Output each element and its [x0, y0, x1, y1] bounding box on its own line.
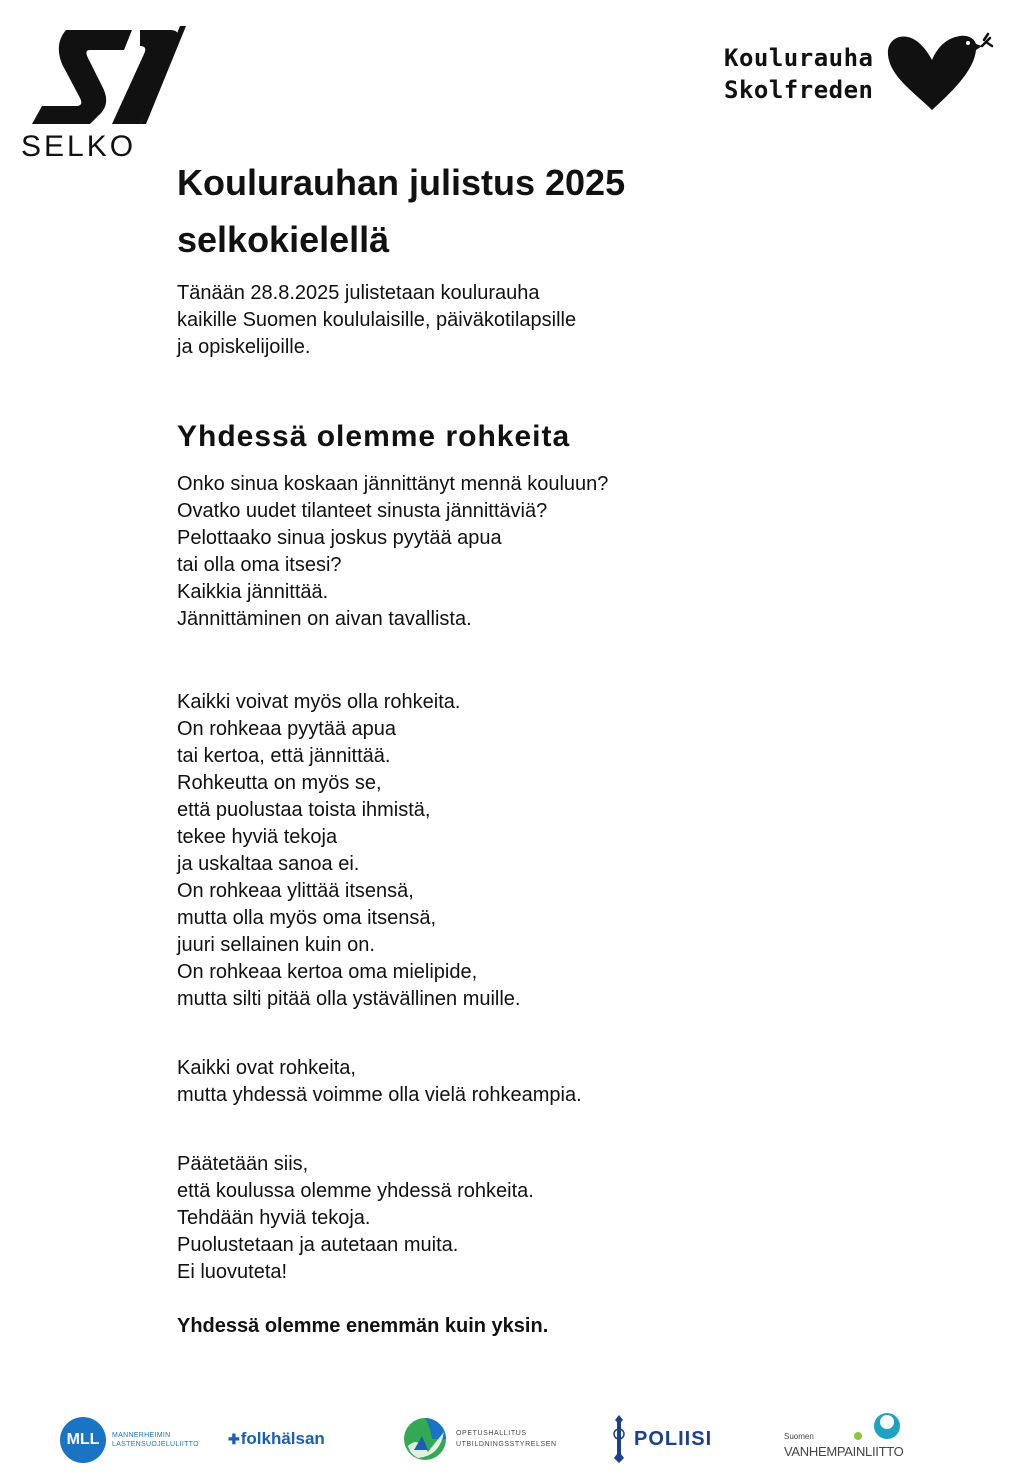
- heart-dove-icon: [884, 30, 996, 114]
- text-line: Kaikkia jännittää.: [177, 581, 329, 603]
- intro-line: Tänään 28.8.2025 julistetaan koulurauha: [177, 282, 540, 304]
- poliisi-logo: [610, 1414, 712, 1464]
- koulurauha-logo-line2: Skolfreden: [724, 76, 874, 104]
- paragraph-4: [177, 1151, 737, 1286]
- vanhempainliitto-logo-text: VANHEMPAINLIITTO: [784, 1444, 904, 1459]
- selko-logo-text: SELKO: [21, 130, 137, 163]
- text-line: tai olla oma itsesi?: [177, 554, 342, 576]
- text-line: Puolustetaan ja autetaan muita.: [177, 1234, 459, 1256]
- text-line: Ei luovuteta!: [177, 1261, 288, 1283]
- mll-logo-line1: MANNERHEIMIN: [112, 1432, 171, 1439]
- text-line: Tehdään hyviä tekoja.: [177, 1207, 371, 1229]
- intro-line: ja opiskelijoille.: [177, 336, 311, 358]
- opetushallitus-line2: UTBILDNINGSSTYRELSEN: [456, 1441, 557, 1448]
- text-line: Rohkeutta on myös se,: [177, 772, 382, 794]
- paragraph-3: [177, 1055, 737, 1109]
- text-line: Ovatko uudet tilanteet sinusta jännittäviä?: [177, 500, 548, 522]
- text-line: Kaikki ovat rohkeita,: [177, 1057, 356, 1079]
- text-line: että koulussa olemme yhdessä rohkeita.: [177, 1180, 534, 1202]
- text-line: tai kertoa, että jännittää.: [177, 745, 391, 767]
- text-line: Jännittäminen on aivan tavallista.: [177, 608, 472, 630]
- folkhalsan-logo-text: folkhälsan: [240, 1429, 325, 1448]
- text-line: mutta silti pitää olla ystävällinen muille.: [177, 988, 521, 1010]
- text-line: Onko sinua koskaan jännittänyt mennä kouluun?: [177, 473, 609, 495]
- folkhalsan-logo: [228, 1429, 325, 1449]
- text-line: että puolustaa toista ihmistä,: [177, 799, 431, 821]
- text-line: On rohkeaa ylittää itsensä,: [177, 880, 414, 902]
- vanhempainliitto-mark-icon: [854, 1412, 906, 1444]
- text-line: Kaikki voivat myös olla rohkeita.: [177, 691, 461, 713]
- mll-logo-text: [112, 1431, 199, 1449]
- opetushallitus-mark-icon: [402, 1416, 448, 1462]
- title-line-2: selkokielellä: [177, 219, 390, 260]
- title-line-1: Koulurauhan julistus 2025: [177, 162, 626, 203]
- mll-logo-mark: MLL: [60, 1417, 106, 1463]
- text-line: On rohkeaa kertoa oma mielipide,: [177, 961, 478, 983]
- poliisi-logo-text: POLIISI: [634, 1427, 713, 1450]
- page-title: [177, 154, 737, 268]
- text-line: mutta yhdessä voimme olla vielä rohkeampia.: [177, 1084, 582, 1106]
- intro-line: kaikille Suomen koululaisille, päiväkotilapsille: [177, 309, 577, 331]
- paragraph-2: [177, 689, 737, 1013]
- text-line: juuri sellainen kuin on.: [177, 934, 375, 956]
- closing-statement: Yhdessä olemme enemmän kuin yksin.: [177, 1315, 549, 1337]
- koulurauha-logo: [724, 30, 996, 116]
- partner-logos: [0, 1400, 1014, 1476]
- koulurauha-logo-line1: Koulurauha: [724, 44, 874, 72]
- mll-logo: [60, 1417, 199, 1463]
- mll-logo-line2: LASTENSUOJELULIITTO: [112, 1441, 199, 1448]
- text-line: Pelottaako sinua joskus pyytää apua: [177, 527, 502, 549]
- text-line: mutta olla myös oma itsensä,: [177, 907, 436, 929]
- text-line: On rohkeaa pyytää apua: [177, 718, 397, 740]
- selko-mark-icon: [32, 24, 188, 126]
- declaration-content: [177, 154, 737, 1340]
- section-heading: Yhdessä olemme rohkeita: [177, 420, 571, 453]
- vanhempainliitto-small-text: Suomen: [784, 1432, 814, 1441]
- opetushallitus-line1: OPETUSHALLITUS: [456, 1430, 527, 1437]
- poliisi-badge-icon: [610, 1414, 628, 1464]
- folkhalsan-cross-icon: ✚: [228, 1430, 240, 1447]
- paragraph-1: [177, 471, 737, 633]
- selko-logo: [18, 24, 188, 164]
- opetushallitus-logo-text: [456, 1428, 557, 1450]
- text-line: ja uskaltaa sanoa ei.: [177, 853, 360, 875]
- text-line: Päätetään siis,: [177, 1153, 309, 1175]
- text-line: tekee hyviä tekoja: [177, 826, 338, 848]
- intro-paragraph: [177, 280, 737, 361]
- vanhempainliitto-logo: [784, 1412, 914, 1462]
- opetushallitus-logo: [402, 1416, 557, 1462]
